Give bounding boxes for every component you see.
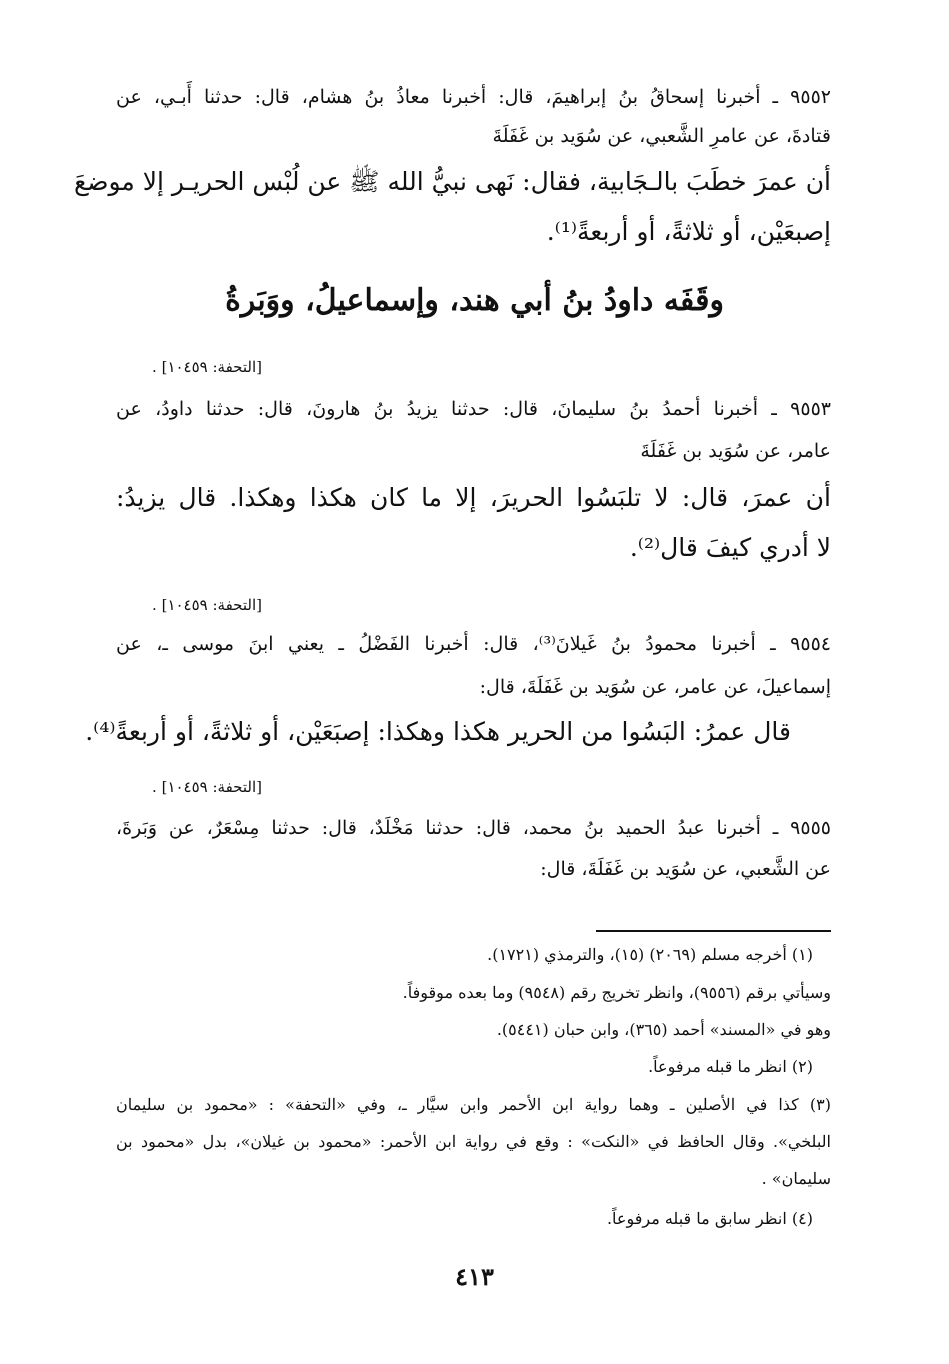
hadith-9553-matn-line2: لا أدري كيفَ قال⁽²⁾. <box>629 533 831 562</box>
hadith-9552-matn-line1: أن عمرَ خطَبَ بالـجَابية، فقال: نَهى نبيُّ الله ﷺ عن لُبْس الحريـر إلا موضعَ <box>73 167 831 196</box>
footnote-separator <box>596 930 831 932</box>
hadith-9552-matn-line2: إصبعَيْن، أو ثلاثةً، أو أربعةً⁽¹⁾. <box>546 217 831 246</box>
hadith-9554-matn-line1: قال عمرُ: البَسُوا من الحرير هكذا وهكذا: إصبَعَيْن، أو ثلاثةً، أو أربعةً⁽⁴⁾. <box>85 717 791 746</box>
hadith-9555-isnad-line1: ٩٥٥٥ ـ أخبرنا عبدُ الحميد بنُ محمد، قال: حدثنا مَخْلَدٌ، قال: حدثنا مِسْعَرٌ، عن وَبَرةَ، <box>116 817 831 839</box>
footnote-2: (٢) انظر ما قبله مرفوعاً. <box>648 1057 813 1076</box>
page-number: ٤١٣ <box>455 1262 494 1291</box>
footnote-1-line1: (١) أخرجه مسلم (٢٠٦٩) (١٥)، والترمذي (١٧٢١). <box>487 945 813 964</box>
footnote-1-line2: وسيأتي برقم (٩٥٥٦)، وانظر تخريج رقم (٩٥٤٨) وما بعده موقوفاً. <box>402 983 831 1002</box>
footnote-3-line1: (٣) كذا في الأصلين ـ وهما رواية ابن الأحمر وابن سيَّار ـ، وفي «التحفة» : «محمود بن سليمان <box>116 1095 831 1114</box>
tuhfa-reference-9554: [التحفة: ١٠٤٥٩] . <box>152 778 262 796</box>
hadith-9552-isnad-line1: ٩٥٥٢ ـ أخبرنا إسحاقُ بنُ إبراهيمَ، قال: أخبرنا معاذُ بنُ هشام، قال: حدثنا أَبـي، عن <box>116 86 831 108</box>
tuhfa-reference-9553: [التحفة: ١٠٤٥٩] . <box>152 596 262 614</box>
hadith-9553-isnad-line2: عامر، عن سُوَيد بن غَفَلَةَ <box>640 440 831 462</box>
footnote-1-line3: وهو في «المسند» أحمد (٣٦٥)، وابن حبان (٥٤٤١). <box>496 1020 831 1039</box>
hadith-9554-isnad-line2: إسماعيلَ، عن عامر، عن سُوَيد بن غَفَلَةَ، قال: <box>479 676 831 698</box>
tuhfa-reference-9552: [التحفة: ١٠٤٥٩] . <box>152 358 262 376</box>
hadith-9553-isnad-line1: ٩٥٥٣ ـ أخبرنا أحمدُ بنُ سليمانَ، قال: حدثنا يزيدُ بنُ هارونَ، قال: حدثنا داودُ، عن <box>116 398 831 420</box>
hadith-9552-isnad-line2: قتادةَ، عن عامرِ الشَّعبي، عن سُوَيد بن غَفَلَةَ <box>492 125 831 147</box>
section-heading: وقَفَه داودُ بنُ أبي هند، وإسماعيلُ، ووَبَرةُ <box>225 283 724 318</box>
hadith-9554-isnad-line1: ٩٥٥٤ ـ أخبرنا محمودُ بنُ غَيلانَ⁽³⁾، قال: أخبرنا الفَضْلُ ـ يعني ابنَ موسى ـ، عن <box>116 633 831 655</box>
hadith-9553-matn-line1: أن عمرَ، قال: لا تلبَسُوا الحريرَ، إلا ما كان هكذا وهكذا. قال يزيدُ: <box>116 483 831 512</box>
footnote-4: (٤) انظر سابق ما قبله مرفوعاً. <box>606 1209 813 1228</box>
hadith-9555-isnad-line2: عن الشَّعبي، عن سُوَيد بن غَفَلَةَ، قال: <box>540 858 831 880</box>
footnote-3-line2: البلخي». وقال الحافظ في «النكت» : وقع في رواية ابن الأحمر: «محمود بن غيلان»، بدل «محمود بن <box>116 1132 831 1151</box>
footnote-3-line3: سليمان» . <box>761 1169 831 1188</box>
